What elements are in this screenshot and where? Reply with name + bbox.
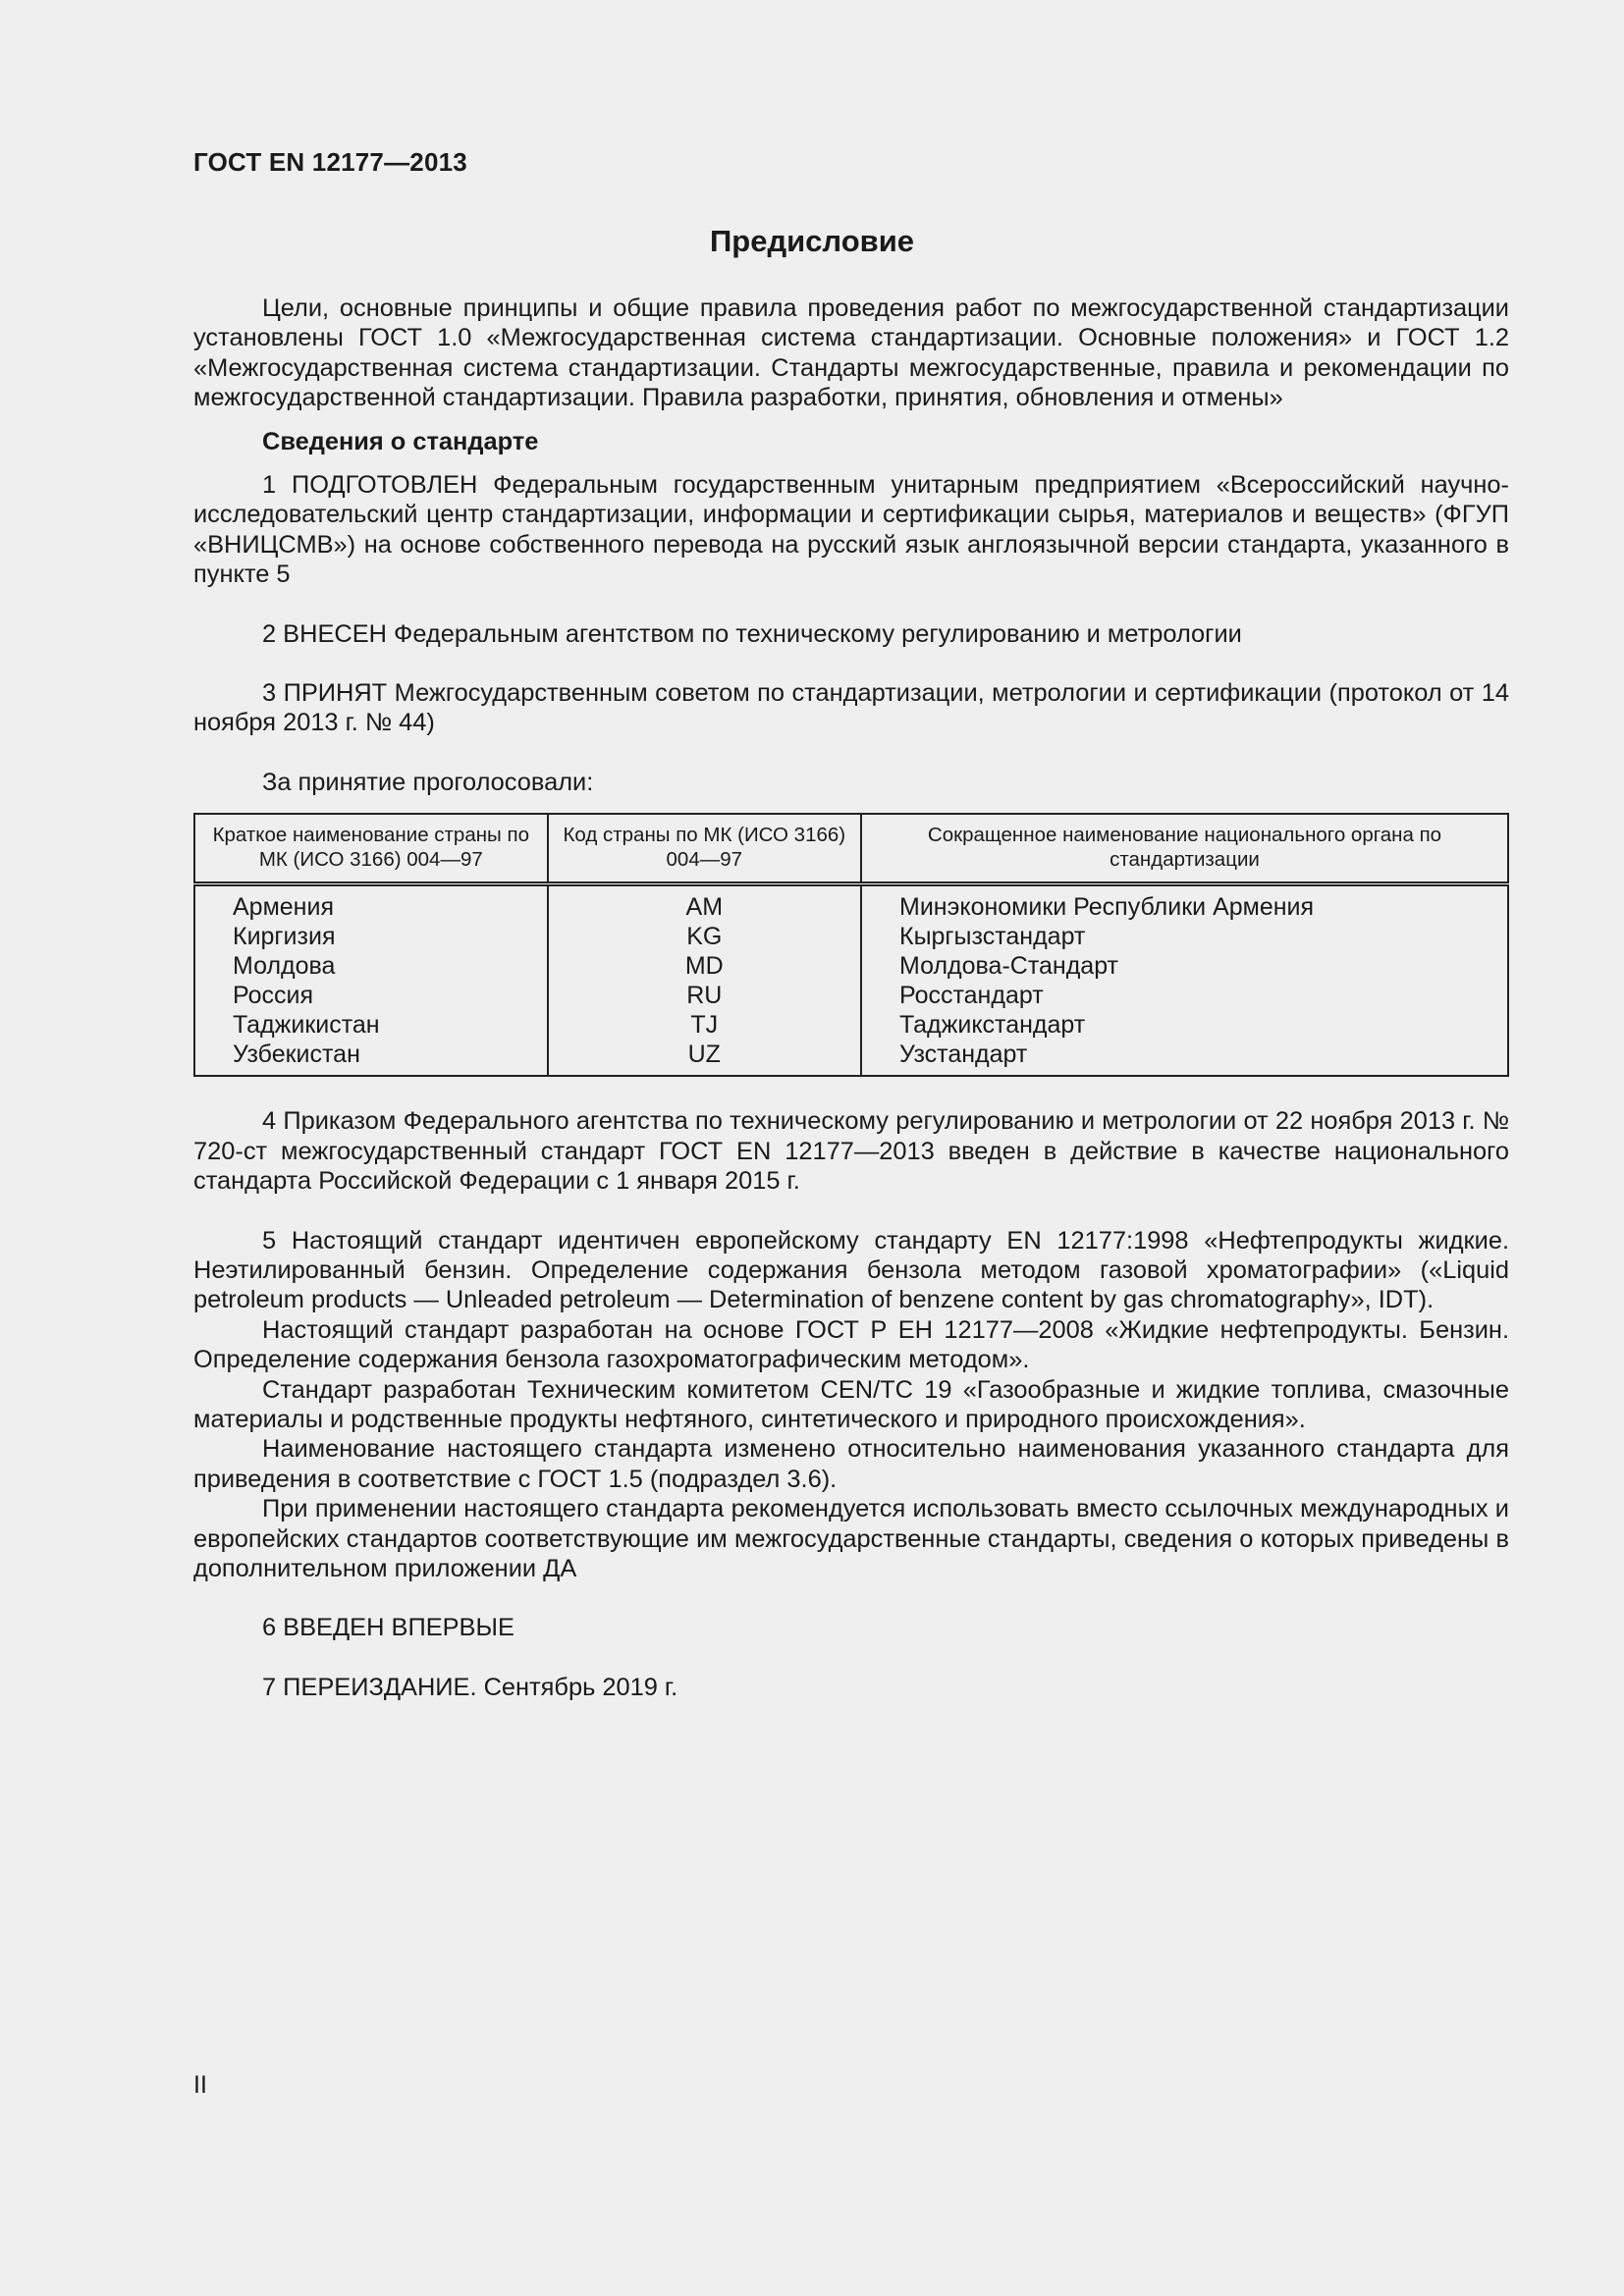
table-row	[194, 951, 1508, 981]
item-2: 2 ВНЕСЕН Федеральным агентством по техническому регулированию и метрологии	[262, 619, 1242, 648]
country-cell: Узбекистан	[194, 1040, 548, 1076]
country-cell: Молдова	[194, 951, 548, 981]
item-4: 4 Приказом Федерального агентства по техническому регулированию и метрологии от 22 ноября 2013 г. № 720-ст межгосударственный стандарт ГОСТ EN 12177—2013 введен в действие в качестве национального стандарта Российской Федерации с 1 января 2015 г.	[193, 1107, 1509, 1196]
country-cell: Таджикистан	[194, 1010, 548, 1040]
item-5-paragraph: Наименование настоящего стандарта изменено относительно наименования указанного стандарта для приведения в соответствие с ГОСТ 1.5 (подраздел 3.6).	[193, 1435, 1509, 1493]
code-cell: UZ	[548, 1040, 861, 1076]
country-cell: Киргизия	[194, 922, 548, 951]
item-5-paragraph: Стандарт разработан Техническим комитетом CEN/TC 19 «Газообразные и жидкие топлива, смазочные материалы и родственные продукты нефтяного, синтетического и природного происхождения».	[193, 1375, 1509, 1433]
body-cell: Узстандарт	[861, 1040, 1508, 1076]
body-cell: Молдова-Стандарт	[861, 951, 1508, 981]
table-header-row	[194, 814, 1508, 884]
item-5-paragraph: 5 Настоящий стандарт идентичен европейскому стандарту EN 12177:1998 «Нефтепродукты жидкие. Неэтилированный бензин. Определение содержания бензола методом газовой хроматографии» («Liquid petroleum products — Unleaded petroleum — Determination of benzene content by gas chromatography», IDT).	[193, 1226, 1509, 1314]
table-row	[194, 1040, 1508, 1076]
foreword-content	[193, 294, 1509, 1702]
country-cell: Армения	[194, 884, 548, 923]
voting-table	[193, 813, 1509, 1077]
body-cell: Росстандарт	[861, 981, 1508, 1010]
table-row	[194, 922, 1508, 951]
document-header: ГОСТ EN 12177—2013	[193, 147, 467, 177]
item-6: 6 ВВЕДЕН ВПЕРВЫЕ	[262, 1614, 514, 1642]
table-row	[194, 981, 1508, 1010]
body-cell: Кыргызстандарт	[861, 922, 1508, 951]
body-cell: Таджикстандарт	[861, 1010, 1508, 1040]
code-cell: AM	[548, 884, 861, 923]
page-number: II	[193, 2071, 207, 2099]
code-cell: KG	[548, 922, 861, 951]
table-row	[194, 884, 1508, 923]
country-cell: Россия	[194, 981, 548, 1010]
item-1: 1 ПОДГОТОВЛЕН Федеральным государственным унитарным предприятием «Всероссийский научно-исследовательский центр стандартизации, информации и сертификации сырья, материалов и веществ» (ФГУП «ВНИЦСМВ») на основе собственного перевода на русский язык англоязычной версии стандарта, указанного в пункте 5	[193, 471, 1509, 589]
table-row	[194, 1010, 1508, 1040]
item-5-paragraph: Настоящий стандарт разработан на основе ГОСТ Р ЕН 12177—2008 «Жидкие нефтепродукты. Бензин. Определение содержания бензола газохроматографическим методом».	[193, 1315, 1509, 1374]
item-3: 3 ПРИНЯТ Межгосударственным советом по стандартизации, метрологии и сертификации (протокол от 14 ноября 2013 г. № 44)	[193, 679, 1509, 737]
table-header-body: Сокращенное наименование национального органа по стандартизации	[861, 814, 1508, 884]
item-5-paragraph: При применении настоящего стандарта рекомендуется использовать вместо ссылочных международных и европейских стандартов соответствующие им межгосударственные стандарты, сведения о которых приведены в дополнительном приложении ДА	[193, 1495, 1509, 1582]
page-title: Предисловие	[709, 224, 914, 258]
body-cell: Минэкономики Республики Армения	[861, 884, 1508, 923]
item-7: 7 ПЕРЕИЗДАНИЕ. Сентябрь 2019 г.	[262, 1673, 678, 1701]
code-cell: MD	[548, 951, 861, 981]
section-heading: Сведения о стандарте	[262, 427, 539, 455]
code-cell: TJ	[548, 1010, 861, 1040]
vote-intro: За принятие проголосовали:	[262, 768, 594, 796]
table-header-code: Код страны по МК (ИСО 3166) 004—97	[548, 814, 861, 884]
table-header-country: Краткое наименование страны по МК (ИСО 3166) 004—97	[194, 814, 548, 884]
code-cell: RU	[548, 981, 861, 1010]
intro-paragraph: Цели, основные принципы и общие правила проведения работ по межгосударственной стандартизации установлены ГОСТ 1.0 «Межгосударственная система стандартизации. Основные положения» и ГОСТ 1.2 «Межгосударственная система стандартизации. Стандарты межгосударственные, правила и рекомендации по межгосударственной стандартизации. Правила разработки, принятия, обновления и отмены»	[193, 294, 1509, 412]
